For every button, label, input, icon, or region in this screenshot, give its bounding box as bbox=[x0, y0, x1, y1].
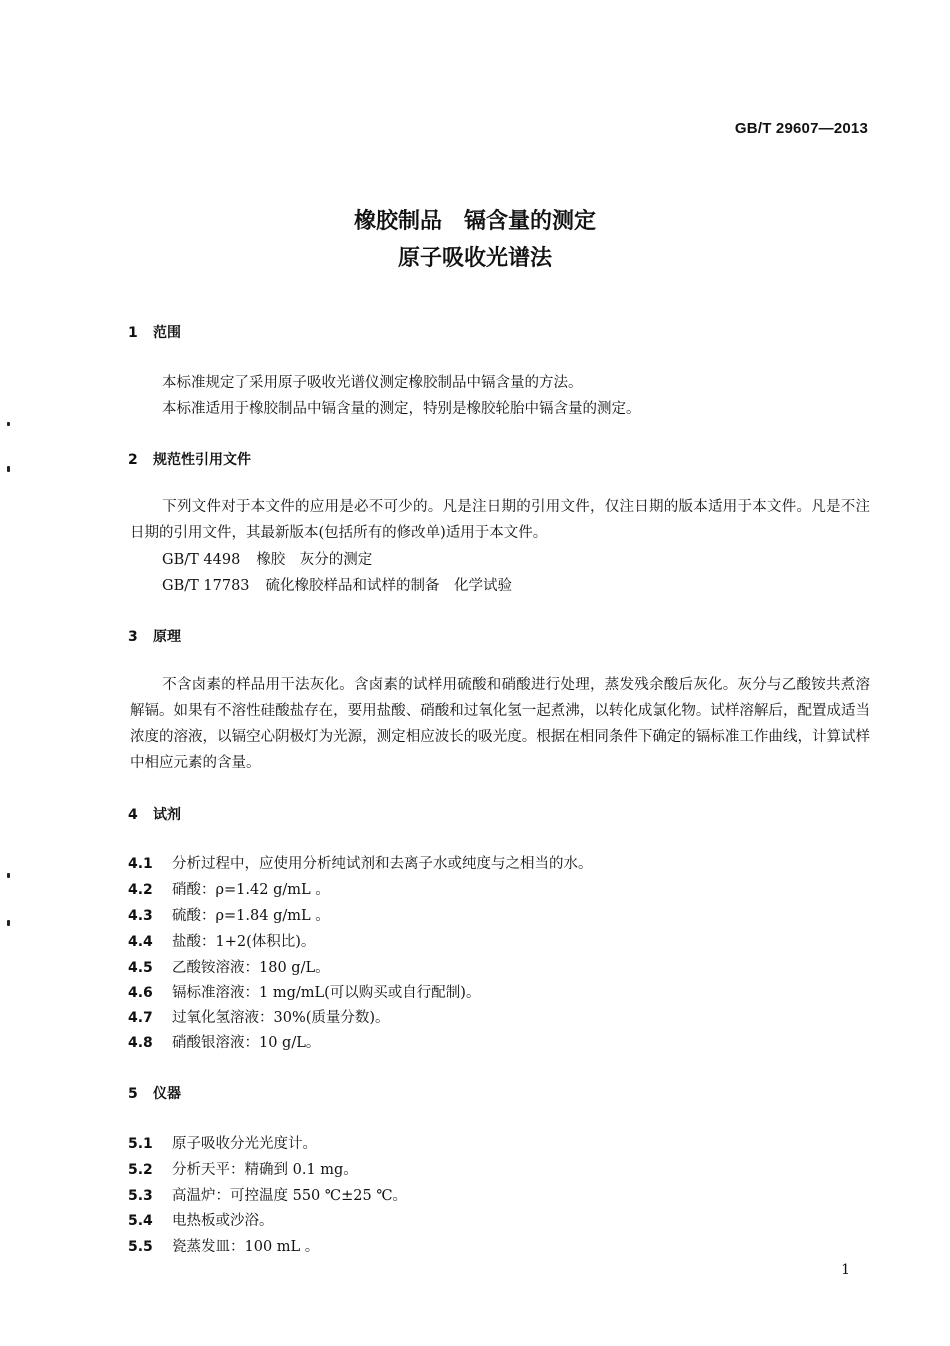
references-paragraph-text: 下列文件对于本文件的应用是必不可少的。凡是注日期的引用文件，仅注日期的版本适用于本文件。凡是不注日期的引用文件，其最新版本(包括所有的修改单)适用于本文件。 bbox=[130, 499, 870, 541]
apparatus-item: 5.2 分析天平：精确到 0.1 mg。 bbox=[128, 1162, 358, 1178]
document-title-line1: 橡胶制品 镉含量的测定 bbox=[353, 209, 596, 234]
scan-mark bbox=[7, 466, 10, 472]
scan-mark bbox=[7, 873, 10, 878]
reagent-item: 4.6 镉标准溶液：1 mg/mL(可以购买或自行配制)。 bbox=[128, 985, 481, 1001]
section-heading-scope bbox=[128, 322, 181, 342]
reagent-item: 4.8 硝酸银溶液：10 g/L。 bbox=[128, 1035, 321, 1051]
section-title: 原理 bbox=[153, 629, 181, 645]
section-heading-references bbox=[128, 449, 251, 469]
scan-mark bbox=[7, 920, 10, 926]
apparatus-item: 5.3 高温炉：可控温度 550 ℃±25 ℃。 bbox=[128, 1188, 408, 1204]
reference-code: GB/T 17783 bbox=[162, 578, 250, 594]
reference-item-1 bbox=[162, 548, 372, 569]
principle-paragraph bbox=[130, 672, 870, 776]
section-heading-reagents bbox=[128, 804, 181, 824]
section-title: 试剂 bbox=[153, 807, 181, 823]
page-number: 1 bbox=[841, 1262, 850, 1278]
section-title: 范围 bbox=[153, 325, 181, 341]
reference-title: 橡胶 灰分的测定 bbox=[256, 552, 373, 568]
section-number: 1 bbox=[128, 325, 138, 341]
principle-paragraph-text: 不含卤素的样品用干法灰化。含卤素的试样用硫酸和硝酸进行处理，蒸发残余酸后灰化。灰分与乙酸铵共煮溶解镉。如果有不溶性硅酸盐存在，要用盐酸、硝酸和过氧化氢一起煮沸，以转化成氯化物。试样溶解后，配置成适当浓度的溶液，以镉空心阴极灯为光源，测定相应波长的吸光度。根据在相同条件下确定的镉标准工作曲线，计算试样中相应元素的含量。 bbox=[130, 677, 870, 771]
section-title: 规范性引用文件 bbox=[153, 452, 251, 468]
reference-code: GB/T 4498 bbox=[162, 552, 241, 568]
apparatus-item: 5.5 瓷蒸发皿：100 mL 。 bbox=[128, 1239, 320, 1255]
references-paragraph bbox=[130, 494, 870, 546]
reagent-item: 4.7 过氧化氢溶液：30%(质量分数)。 bbox=[128, 1010, 390, 1026]
reagent-item: 4.4 盐酸：1+2(体积比)。 bbox=[128, 934, 316, 950]
scope-paragraph-2: 本标准适用于橡胶制品中镉含量的测定，特别是橡胶轮胎中镉含量的测定。 bbox=[162, 401, 641, 417]
scan-mark bbox=[7, 422, 10, 426]
section-number: 5 bbox=[128, 1086, 138, 1102]
reagent-item: 4.3 硫酸：ρ=1.84 g/mL 。 bbox=[128, 908, 330, 924]
reference-item-2 bbox=[162, 574, 512, 595]
reagent-item: 4.5 乙酸铵溶液：180 g/L。 bbox=[128, 960, 330, 976]
section-heading-principle bbox=[128, 626, 181, 646]
apparatus-item: 5.1 原子吸收分光光度计。 bbox=[128, 1136, 317, 1152]
document-title-line2: 原子吸收光谱法 bbox=[397, 246, 552, 271]
section-number: 4 bbox=[128, 807, 138, 823]
section-number: 2 bbox=[128, 452, 138, 468]
section-title: 仪器 bbox=[153, 1086, 181, 1102]
scope-paragraph-1: 本标准规定了采用原子吸收光谱仪测定橡胶制品中镉含量的方法。 bbox=[162, 375, 583, 391]
standard-code: GB/T 29607—2013 bbox=[734, 120, 868, 137]
section-heading-apparatus bbox=[128, 1083, 181, 1103]
section-number: 3 bbox=[128, 629, 138, 645]
reagent-item: 4.1 分析过程中，应使用分析纯试剂和去离子水或纯度与之相当的水。 bbox=[128, 856, 593, 872]
reagent-item: 4.2 硝酸：ρ=1.42 g/mL 。 bbox=[128, 882, 330, 898]
reference-title: 硫化橡胶样品和试样的制备 化学试验 bbox=[265, 578, 513, 594]
apparatus-item: 5.4 电热板或沙浴。 bbox=[128, 1213, 274, 1229]
